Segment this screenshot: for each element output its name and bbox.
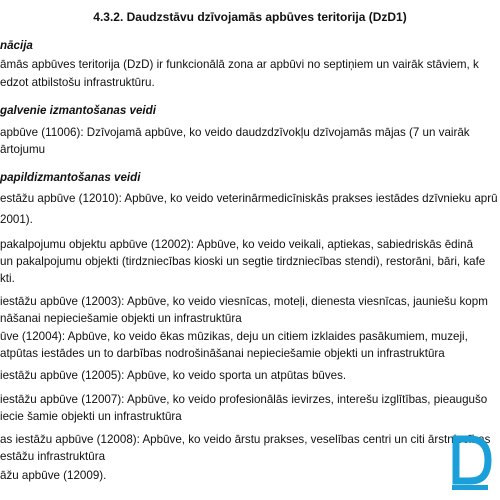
main-uses-line-2: ārtojumu [0,143,46,156]
section-heading-main-uses: galvenie izmantošanas veidi [0,104,156,117]
additional-uses-line-1: estāžu apbūve (12010): Apbūve, ko veido veterinārmedicīniskās prakses iestādes dzīvnieku aprū [0,192,498,205]
definition-line-2: edzot atbilstošu infrastruktūru. [0,76,155,89]
additional-uses-line-8: ūve (12004): Apbūve, ko veido ēkas mūzikas, deju un citiem izklaides pasākumiem, muzeji, [0,330,468,343]
additional-uses-line-13: as iestāžu apbūve (12008): Apbūve, ko veido ārstu prakses, veselības centri un citi ārstniecības [0,433,491,446]
section-heading-definition: nācija [0,39,33,52]
definition-line-1: āmās apbūves teritorija (DzD) ir funkcionālā zona ar apbūvi no septiņiem un vairāk stāviem, k [0,58,479,71]
section-title: 4.3.2. Daudzstāvu dzīvojamās apbūves teritorija (DzD1) [93,10,407,24]
main-uses-line-1: apbūve (11006): Dzīvojamā apbūve, ko veido daudzdzīvokļu dzīvojamās mājas (7 un vairāk [0,126,470,139]
additional-uses-line-11: iestāžu apbūve (12007): Apbūve, ko veido profesionālās ievirzes, interešu izglītības, pieaugušo [0,393,488,406]
brand-logo-icon [448,435,492,493]
additional-uses-line-7: nāšanai nepieciešamie objekti un infrastruktūra [0,312,242,325]
additional-uses-line-2: 2001). [0,213,33,226]
additional-uses-line-9: atpūtas iestādes un to darbības nodrošināšanai nepieciešamie objekti un infrastruktūra [0,347,445,360]
additional-uses-line-15: āžu apbūve (12009). [0,469,107,482]
additional-uses-line-4: un pakalpojumu objekti (tirdzniecības kioski un segtie tirdzniecības stendi), restorāni, bāri, kafe [0,255,486,268]
section-heading-additional-uses: papildizmantošanas veidi [0,171,141,184]
additional-uses-line-14: estāžu infrastruktūra [0,450,106,463]
additional-uses-line-3: pakalpojumu objektu apbūve (12002): Apbūve, ko veido veikali, aptiekas, sabiedriskās ēdinā [0,238,474,251]
additional-uses-line-6: iestāžu apbūve (12003): Apbūve, ko veido viesnīcas, moteļi, dienesta viesnīcas, jauniešu kopm [0,295,488,308]
additional-uses-line-10: iestāžu apbūve (12005): Apbūve, ko veido sporta un atpūtas būves. [0,369,347,382]
additional-uses-line-5: kti. [0,272,15,285]
additional-uses-line-12: iecie šamie objekti un infrastruktūra [0,410,182,423]
